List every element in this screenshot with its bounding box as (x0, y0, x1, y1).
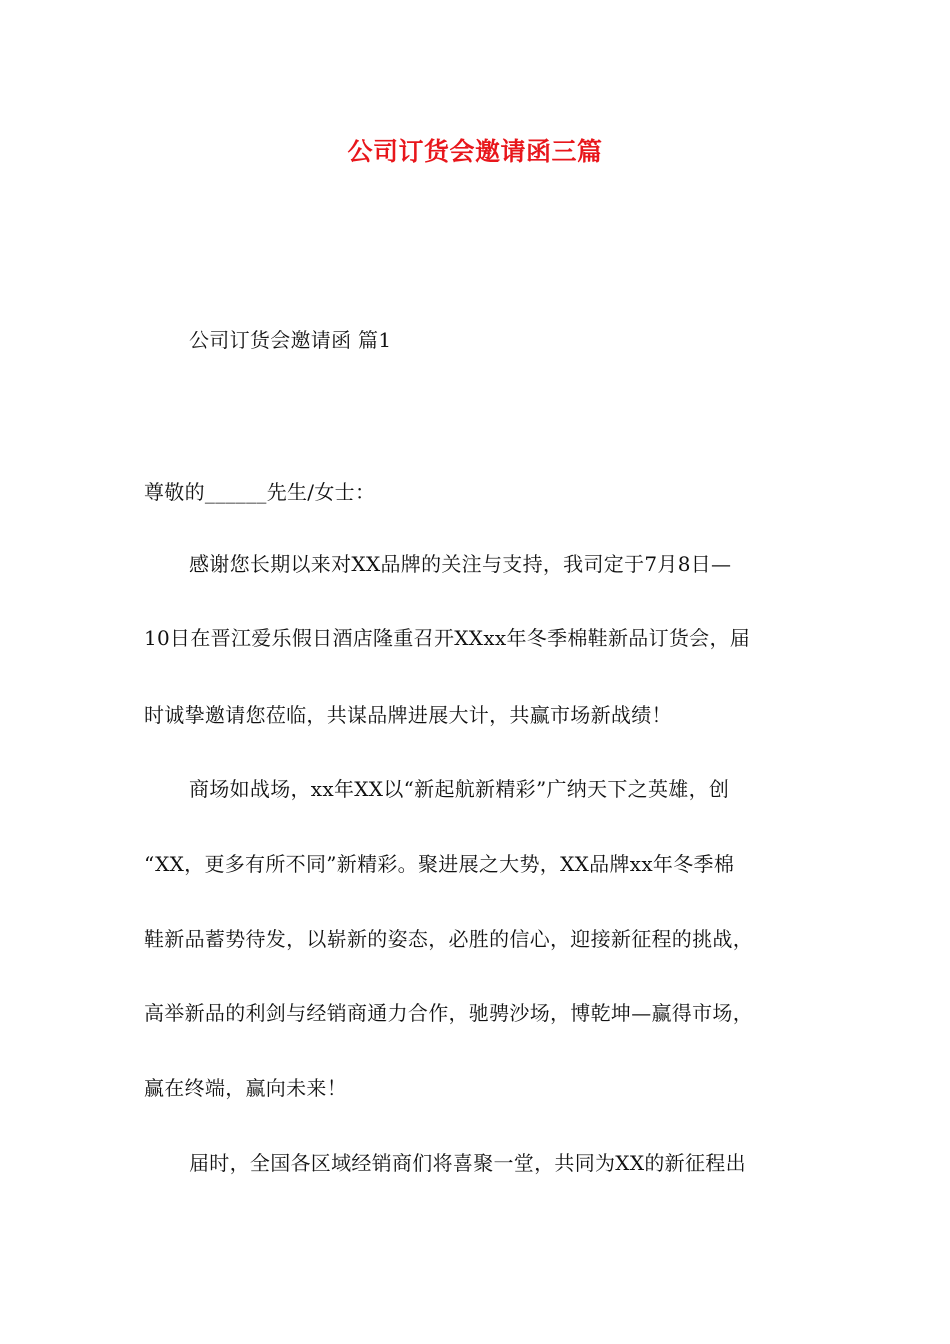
paragraph-line: 高举新品的利剑与经销商通力合作，驰骋沙场，博乾坤—赢得市场， (144, 1001, 753, 1025)
paragraph-line: 10日在晋江爱乐假日酒店隆重召开XXxx年冬季棉鞋新品订货会，届 (144, 626, 751, 650)
paragraph-line: 届时，全国各区域经销商们将喜聚一堂，共同为XX的新征程出 (189, 1151, 746, 1175)
document-title: 公司订货会邀请函三篇 (347, 137, 603, 166)
paragraph-line: 赢在终端，赢向未来！ (144, 1076, 347, 1100)
paragraph-line: 感谢您长期以来对XX品牌的关注与支持，我司定于7月8日— (189, 552, 732, 576)
paragraph-line: 鞋新品蓄势待发，以崭新的姿态，必胜的信心，迎接新征程的挑战， (144, 927, 753, 951)
paragraph-line: “XX，更多有所不同”新精彩。聚进展之大势，XX品牌xx年冬季棉 (144, 852, 735, 876)
salutation: 尊敬的______先生/女士： (144, 480, 376, 504)
paragraph-line: 商场如战场，xx年XX以“新起航新精彩”广纳天下之英雄，创 (189, 777, 730, 801)
section-heading: 公司订货会邀请函 篇1 (189, 328, 392, 352)
paragraph-line: 时诚挚邀请您莅临，共谋品牌进展大计，共赢市场新战绩！ (144, 703, 672, 727)
